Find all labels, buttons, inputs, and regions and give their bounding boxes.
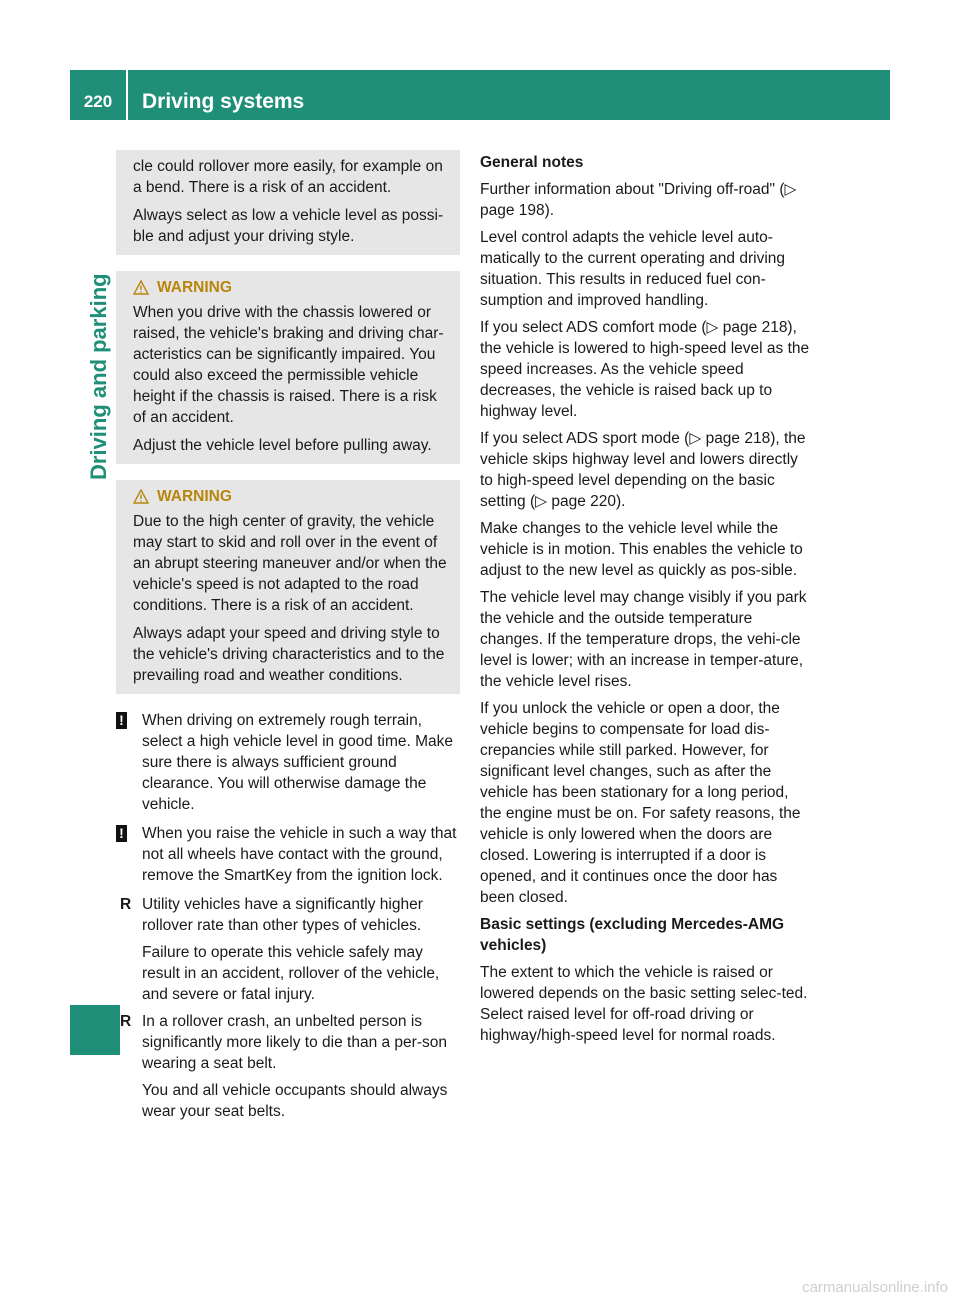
box-paragraph: cle could rollover more easily, for example on a bend. There is a risk of an accident. [133,158,443,196]
warning-triangle-icon [133,280,149,295]
bullet-item [116,1011,460,1122]
bullet-item [116,894,460,1005]
body-paragraph: If you select ADS sport mode (▷ page 218), the vehicle skips highway level and lowers directly to high-speed level depending on the basic setting (▷ page 220). [480,430,806,510]
notice-item [116,710,460,815]
left-column [116,150,460,1128]
warning-box [116,271,460,464]
warning-heading [133,277,450,298]
notice-item [116,823,460,886]
bullet-text: You and all vehicle occupants should always wear your seat belts. [142,1082,448,1120]
right-column [480,152,814,1052]
body-paragraph: Level control adapts the vehicle level auto-matically to the current operating and driving situation. This results in reduced fuel con-sumption and improved handling. [480,229,785,309]
notice-text: When driving on extremely rough terrain, select a high vehicle level in good time. Make sure there is always sufficient ground clearance. You will otherwise damage the vehicle. [142,712,454,813]
section-title: Driving systems [142,90,305,113]
warning-heading [133,486,450,507]
section-heading: General notes [480,154,584,171]
warning-paragraph: Adjust the vehicle level before pulling away. [133,437,432,454]
body-paragraph: If you unlock the vehicle or open a door, the vehicle begins to compensate for load dis-crepancies while still parked. However, for significant level changes, such as after the vehicle has been stationary for a long period, the engine must be on. For safety reasons, the vehicle is only lowered when the doors are closed. Lowering is interrupted if a door is opened, and it continues once the door has been closed. [480,700,801,906]
watermark: carmanualsonline.info [802,1279,948,1296]
bullet-text: Utility vehicles have a significantly higher rollover rate than other types of vehicles. [142,896,423,934]
body-paragraph: The extent to which the vehicle is raised or lowered depends on the basic setting selec-ted. Select raised level for off-road driving or highway/high-speed level for normal roads. [480,964,808,1044]
continued-warning-box [116,150,460,255]
warning-triangle-icon [133,489,149,504]
notice-text: When you raise the vehicle in such a way that not all wheels have contact with the ground, remove the SmartKey from the ignition lock. [142,825,457,884]
warning-title: WARNING [157,279,232,296]
warning-paragraph: When you drive with the chassis lowered or raised, the vehicle's braking and driving char-acteristics can be significantly impaired. You could also exceed the permissible vehicle height if the chassis is raised. There is a risk of an accident. [133,304,444,426]
header-divider [126,70,128,120]
bullet-marker: R [120,1013,132,1030]
box-paragraph: Always select as low a vehicle level as possi-ble and adjust your driving style. [133,207,444,245]
body-paragraph: The vehicle level may change visibly if you park the vehicle and the outside temperature changes. If the temperature drops, the vehi-cle level is lower; with an increase in temper-ature, the vehicle level rises. [480,589,807,690]
bullet-marker: R [120,896,132,913]
warning-title: WARNING [157,488,232,505]
body-paragraph: If you select ADS comfort mode (▷ page 218), the vehicle is lowered to high-speed level as the speed increases. As the vehicle speed decreases, the vehicle is raised back up to highway level. [480,319,810,420]
exclamation-icon: ! [116,825,127,842]
side-tab-marker [70,1005,120,1055]
warning-paragraph: Due to the high center of gravity, the vehicle may start to skid and roll over in the event of an abrupt steering maneuver and/or when the vehicle's speed is not adapted to the road conditions. There is a risk of an accident. [133,513,447,614]
warning-box [116,480,460,694]
side-tab-label: Driving and parking [86,273,111,480]
exclamation-icon: ! [116,712,127,729]
page-number: 220 [83,92,113,111]
body-paragraph: Further information about "Driving off-road" (▷ page 198). [480,181,797,219]
bullet-text: In a rollover crash, an unbelted person is significantly more likely to die than a per-son wearing a seat belt. [142,1013,447,1072]
warning-paragraph: Always adapt your speed and driving style to the vehicle's driving characteristics and to the prevailing road and weather conditions. [133,625,445,684]
body-paragraph: Make changes to the vehicle level while the vehicle is in motion. This enables the vehicle to adjust to the new level as quickly as pos-sible. [480,520,803,579]
section-heading: Basic settings (excluding Mercedes-AMG vehicles) [480,916,785,954]
bullet-text: Failure to operate this vehicle safely may result in an accident, rollover of the vehicle, and severe or fatal injury. [142,944,440,1003]
